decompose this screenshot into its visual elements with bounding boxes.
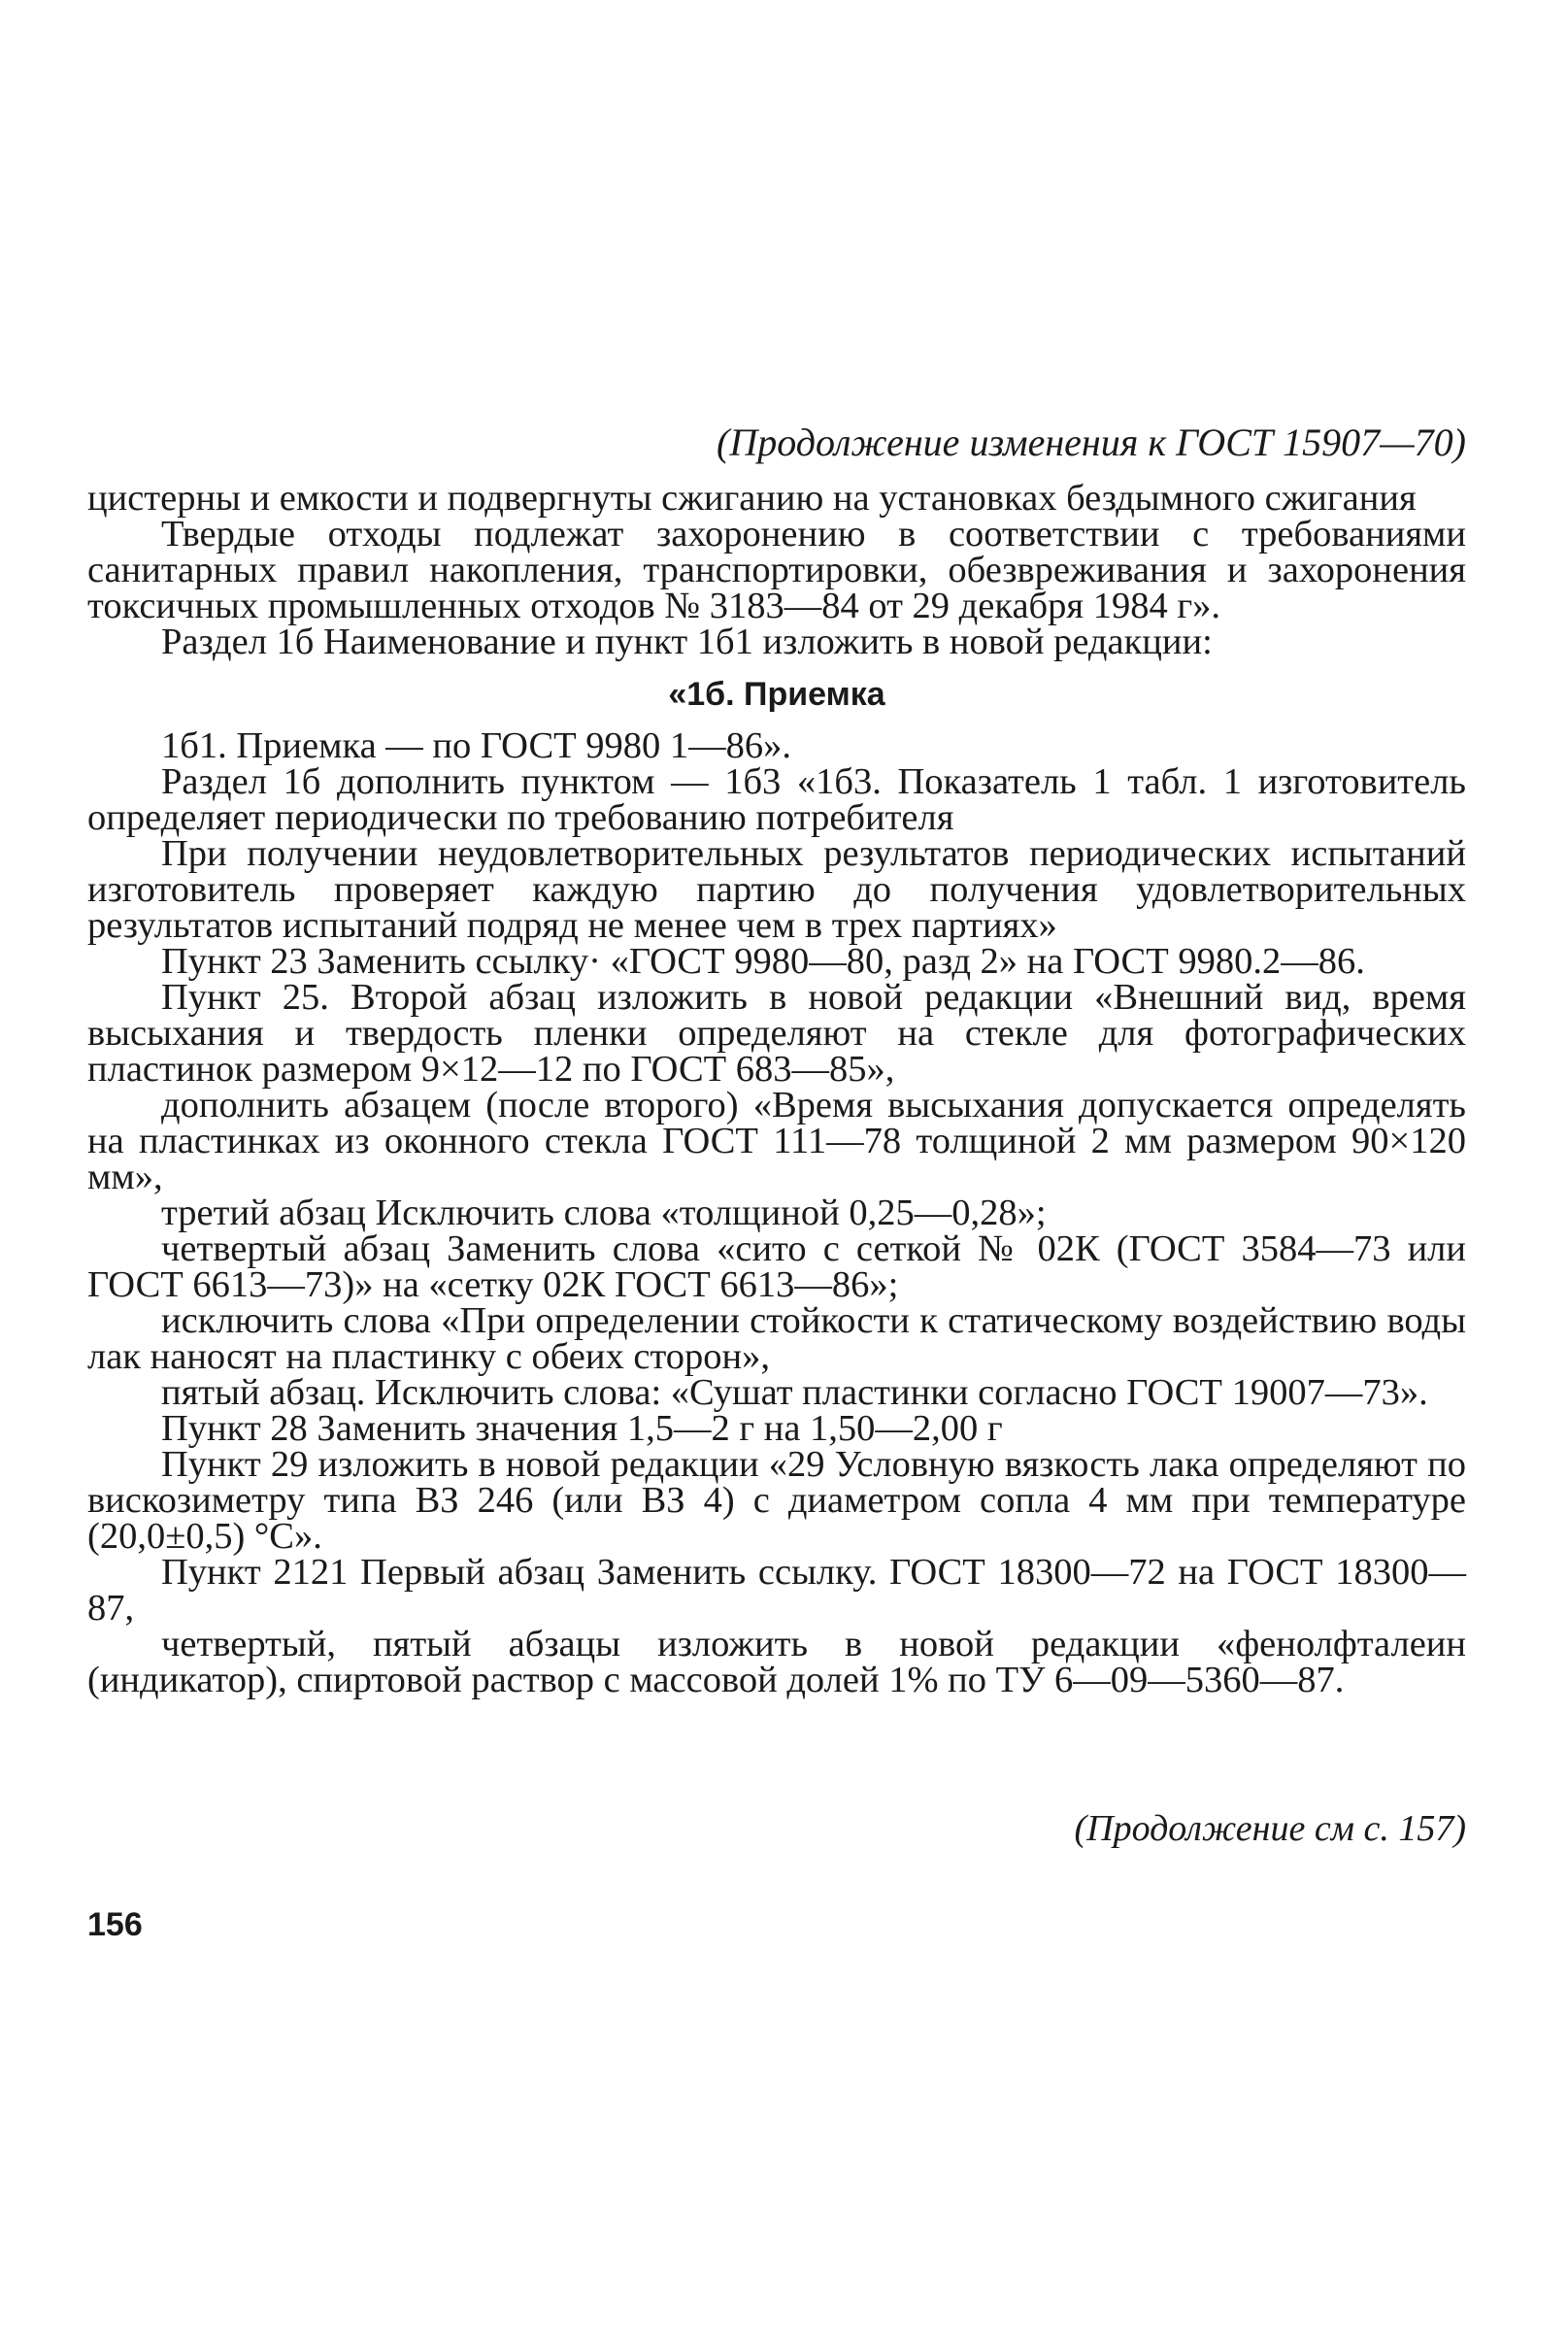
paragraph-tanks-incineration: цистерны и емкости и подвергнуты сжиганию на установках бездымного сжигания	[87, 478, 1417, 519]
paragraph-add-drying-time: дополнить абзацем (после второго) «Время высыхания допускается определять на пластинках из оконного стекла ГОСТ 111—78 толщиной 2 мм размером 90×120 мм»,	[87, 1085, 1466, 1197]
continuation-footer: (Продолжение см с. 157)	[1074, 1808, 1466, 1849]
paragraph-exclude-words: исключить слова «При определении стойкости к статическому воздействию воды лак наносят на пластинку с обеих сторон»,	[87, 1300, 1466, 1377]
paragraph-item-25: Пункт 25. Второй абзац изложить в новой редакции «Внешний вид, время высыхания и твердость пленки определяют на стекле для фотографических пластинок размером 9×12—12 по ГОСТ 683—85»,	[87, 977, 1466, 1090]
paragraph-item-23: Пункт 23 Заменить ссылку· «ГОСТ 9980—80, разд 2» на ГОСТ 9980.2—86.	[161, 941, 1365, 982]
paragraph-section-1b-rename: Раздел 1б Наименование и пункт 1б1 изложить в новой редакции:	[161, 622, 1213, 662]
page-number: 156	[87, 1906, 143, 1943]
paragraph-solid-waste: Твердые отходы подлежат захоронению в соответствии с требованиями санитарных правил накопления, транспортировки, обезвреживания и захоронения токсичных промышленных отходов № 3183—84 от 29 декабря 1984 г».	[87, 514, 1466, 626]
paragraph-item-2121: Пункт 2121 Первый абзац Заменить ссылку. ГОСТ 18300—72 на ГОСТ 18300—87,	[87, 1552, 1466, 1629]
paragraph-acceptance-1b1: 1б1. Приемка — по ГОСТ 9980 1—86».	[161, 725, 792, 766]
paragraph-unsatisfactory-results: При получении неудовлетворительных результатов периодических испытаний изготовитель проверяет каждую партию до получения удовлетворительных результатов испытаний подряд не менее чем в трех партиях»	[87, 833, 1466, 946]
paragraph-third-subparagraph: третий абзац Исключить слова «толщиной 0,25—0,28»;	[161, 1193, 1047, 1233]
paragraph-item-29: Пункт 29 изложить в новой редакции «29 Условную вязкость лака определяют по вискозиметру типа ВЗ 246 (или ВЗ 4) с диаметром сопла 4 мм при температуре (20,0±0,5) °С».	[87, 1444, 1466, 1557]
paragraph-fourth-subparagraph: четвертый абзац Заменить слова «сито с сеткой № 02К (ГОСТ 3584—73 или ГОСТ 6613—73)» на «сетку 02К ГОСТ 6613—86»;	[87, 1228, 1466, 1305]
continuation-header: (Продолжение изменения к ГОСТ 15907—70)	[717, 420, 1466, 464]
paragraph-section-1b-add-item: Раздел 1б дополнить пунктом — 1б3 «1б3. Показатель 1 табл. 1 изготовитель определяет периодически по требованию потребителя	[87, 761, 1466, 838]
amendment-text	[87, 478, 1466, 1700]
paragraph-item-28: Пункт 28 Заменить значения 1,5—2 г на 1,50—2,00 г	[161, 1408, 1003, 1449]
paragraph-fifth-subparagraph: пятый абзац. Исключить слова: «Сушат пластинки согласно ГОСТ 19007—73».	[161, 1372, 1428, 1413]
paragraph-phenolphthalein: четвертый, пятый абзацы изложить в новой редакции «фенолфталеин (индикатор), спиртовой раствор с массовой долей 1% по ТУ 6—09—5360—87.	[87, 1624, 1466, 1700]
section-heading-acceptance: «1б. Приемка	[668, 676, 885, 713]
